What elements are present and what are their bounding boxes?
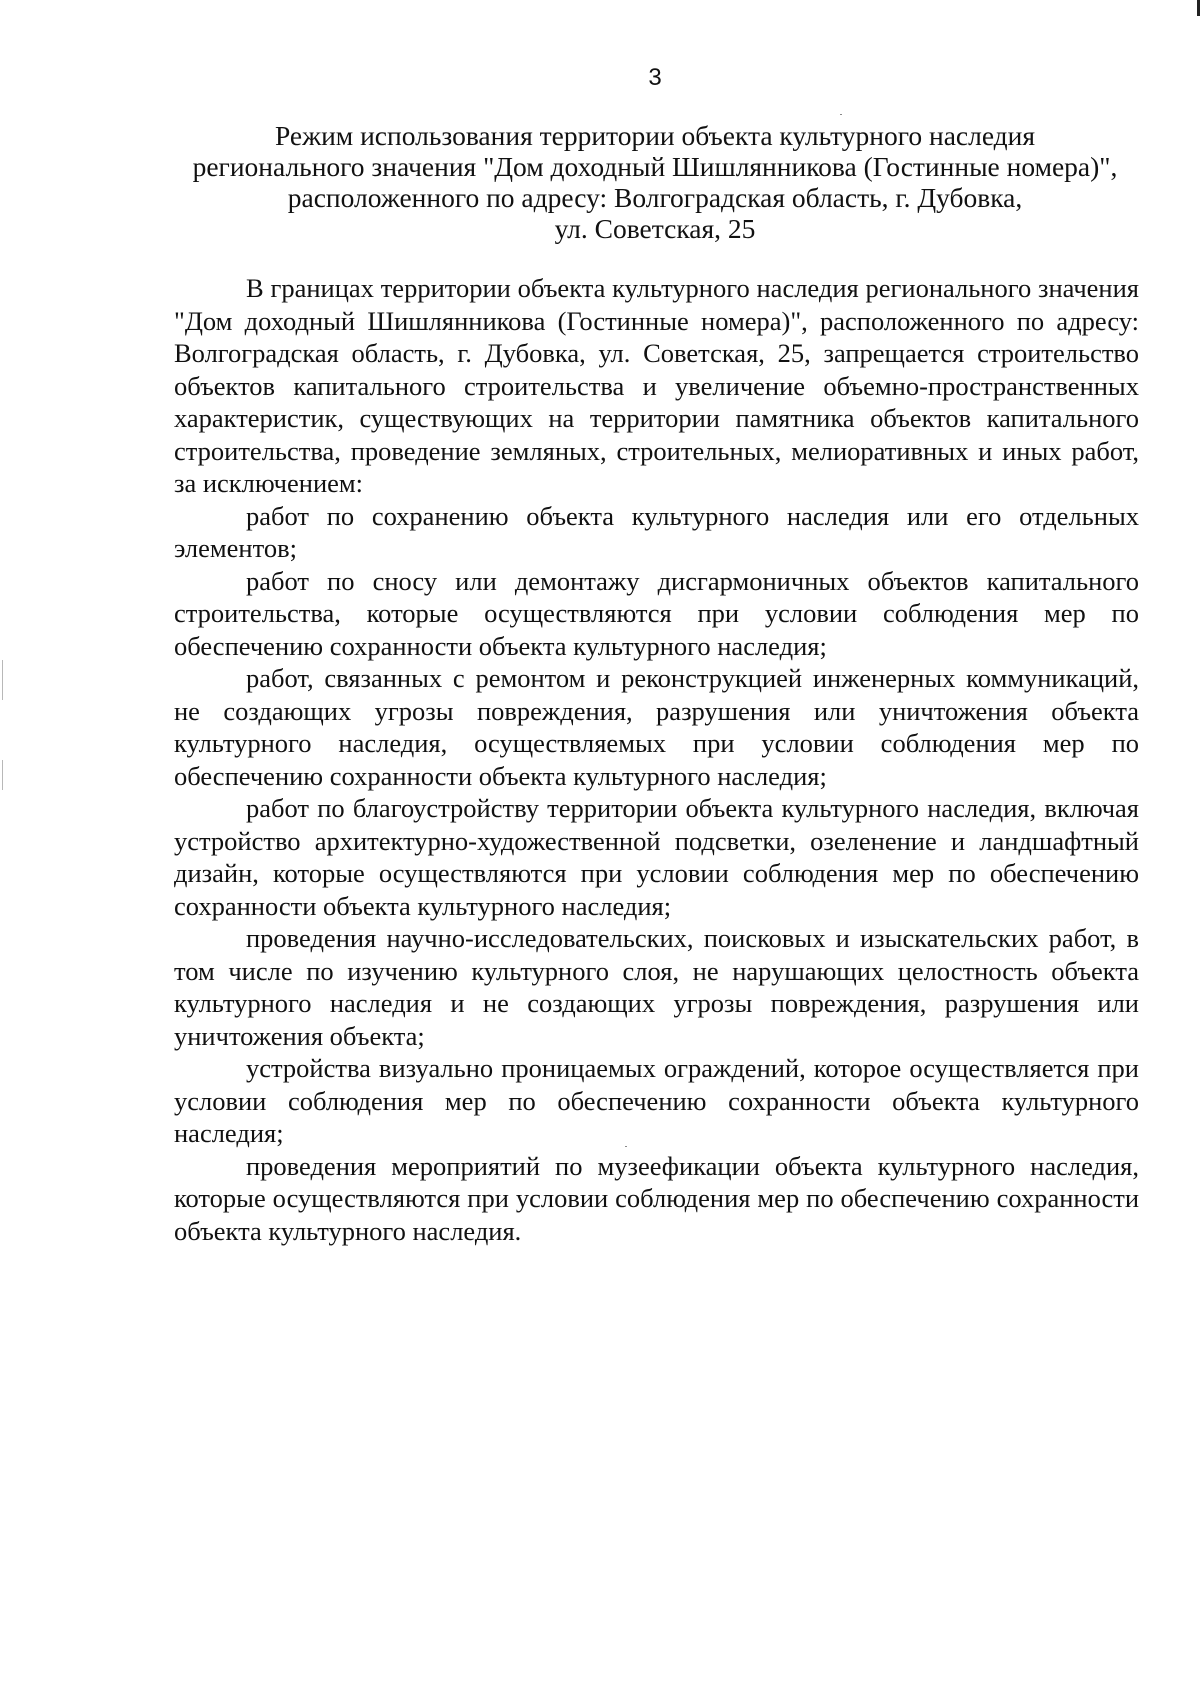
paragraph-exception: работ по сносу или демонтажу дисгармоничных объектов капитального строительства, которые осуществляются при условии соблюдения мер по обеспечению сохранности объекта культурного наследия; — [174, 565, 1139, 661]
paragraph-exception: устройства визуально проницаемых ограждений, которое осуществляется при условии соблюдения мер по обеспечению сохранности объекта культурного наследия; — [174, 1053, 1139, 1148]
heading-line: регионального значения "Дом доходный Шишлянникова (Гостинные номера)", — [192, 151, 1118, 182]
paragraph-exception: работ, связанных с ремонтом и реконструкцией инженерных коммуникаций, не создающих угрозы повреждения, разрушения или уничтожения объекта культурного наследия, осуществляемых при условии соблюдения мер по обеспечению сохранности объекта культурного наследия; — [174, 663, 1139, 791]
scan-speck — [840, 114, 842, 115]
heading-line: Режим использования территории объекта культурного наследия — [274, 120, 1036, 151]
paragraph-exception: работ по сохранению объекта культурного наследия или его отдельных элементов; — [174, 500, 1139, 563]
heading-line: расположенного по адресу: Волгоградская область, г. Дубовка, — [287, 182, 1023, 213]
paragraph-intro: В границах территории объекта культурного наследия регионального значения "Дом доходный Шишлянникова (Гостинные номера)", расположенного по адресу: Волгоградская область, г. Дубовка, ул. Советская, 25, запрещается строительство объектов капитального строительства и увеличение объемно-пространственных характеристик, существующих на территории памятника объектов капитального строительства, проведение земляных, строительных, мелиоративных и иных работ, за исключением: — [174, 273, 1139, 498]
document-heading — [150, 120, 1160, 244]
heading-line: ул. Советская, 25 — [554, 213, 756, 244]
paragraph-exception: работ по благоустройству территории объекта культурного наследия, включая устройство архитектурно-художественной подсветки, озеленение и ландшафтный дизайн, которые осуществляются при условии соблюдения мер по обеспечению сохранности объекта культурного наследия; — [174, 793, 1139, 921]
page-number: 3 — [648, 64, 662, 91]
paragraph-exception: проведения мероприятий по музеефикации объекта культурного наследия, которые осуществляются при условии соблюдения мер по обеспечению сохранности объекта культурного наследия. — [174, 1150, 1139, 1246]
scan-margin-mark — [2, 760, 3, 790]
paragraph-exception: проведения научно-исследовательских, поисковых и изыскательских работ, в том числе по изучению культурного слоя, не нарушающих целостность объекта культурного наследия и не создающих угрозы повреждения, разрушения или уничтожения объекта; — [174, 923, 1139, 1051]
scan-margin-mark — [2, 660, 3, 700]
document-body — [174, 272, 1139, 1247]
